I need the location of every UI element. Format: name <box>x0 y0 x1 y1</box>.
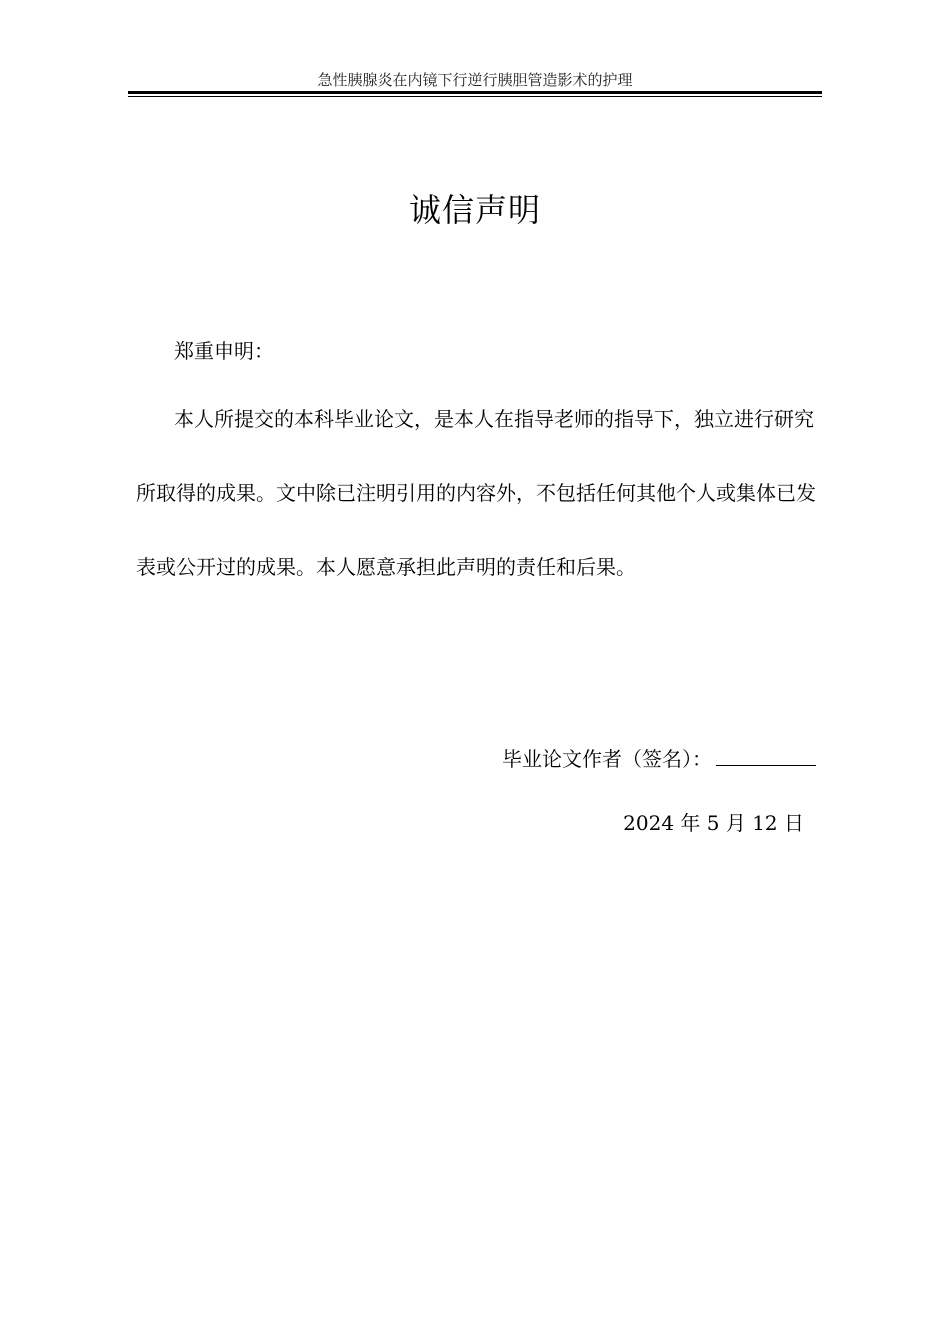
signature-label: 毕业论文作者（签名）： <box>502 747 712 771</box>
signature-blank <box>716 745 816 766</box>
signature-date: 2024 年 5 月 12 日 <box>623 811 804 835</box>
header-rule-thin <box>128 96 822 97</box>
salutation: 郑重申明： <box>174 339 274 363</box>
running-header: 急性胰腺炎在内镜下行逆行胰胆管造影术的护理 <box>317 71 633 89</box>
signature-line <box>502 744 816 774</box>
page-title: 诚信声明 <box>408 191 541 229</box>
header-rule <box>128 91 822 94</box>
declaration-body: 本人所提交的本科毕业论文，是本人在指导老师的指导下，独立进行研究所取得的成果。文中除已注明引用的内容外，不包括任何其他个人或集体已发表或公开过的成果。本人愿意承担此声明的责任和后果。 <box>136 407 816 579</box>
